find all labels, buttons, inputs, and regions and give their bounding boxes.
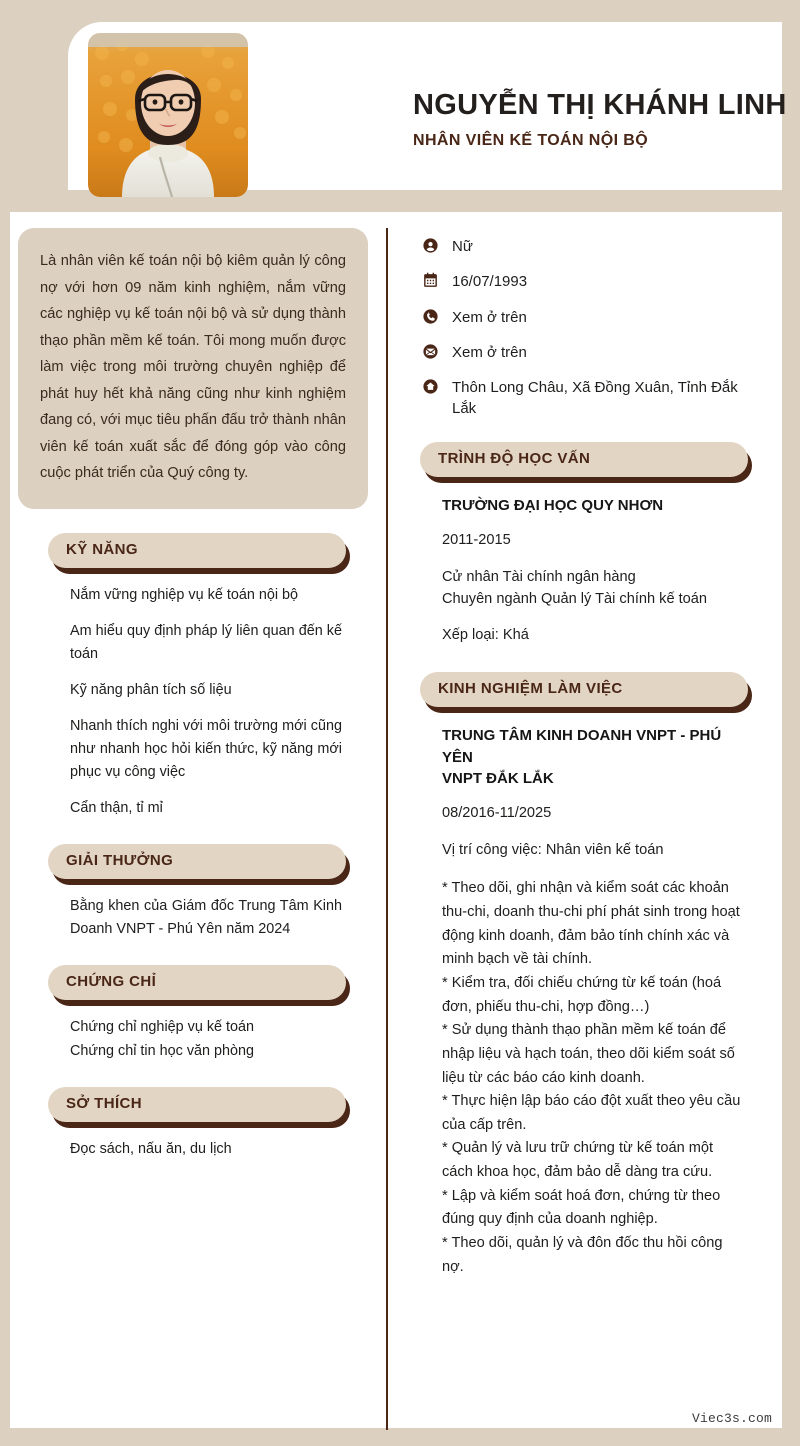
list-item: Cẩn thận, tỉ mỉ (70, 800, 163, 817)
hobbies-list (48, 1122, 346, 1161)
calendar-icon (422, 271, 448, 289)
section-title-awards: GIẢI THƯỞNG (66, 852, 174, 870)
frame-left-lower-band (0, 212, 10, 1446)
section-title-hobbies: SỞ THÍCH (66, 1095, 142, 1113)
experience-company-line1: TRUNG TÂM KINH DOANH VNPT - PHÚ YÊN (442, 727, 722, 766)
avatar (88, 33, 248, 197)
frame-left-strip (0, 0, 30, 212)
section-title-education: TRÌNH ĐỘ HỌC VẤN (438, 449, 591, 467)
list-item: Nhanh thích nghi với môi trường mới cũng như nhanh học hỏi kiến thức, kỹ năng mới phục vụ công việc (70, 718, 342, 781)
profile-summary: Là nhân viên kế toán nội bộ kiêm quản lý công nợ với hơn 09 năm kinh nghiệm, nắm vững các nghiệp vụ kế toán nội bộ và sử dụng thành thạo phần mềm kế toán. Tôi mong muốn được làm việc trong môi trường chuyên nghiệp để phát huy hết khả năng cũng như kinh nghiệm đang có, với mục tiêu phấn đấu trở thành nhân viên kế toán xuất sắc để đóng góp vào công cuộc phát triển của Quý công ty. (18, 228, 368, 509)
section-title-certificates: CHỨNG CHỈ (66, 973, 157, 991)
section-header-skills (48, 533, 346, 568)
frame-bottom-band (0, 1428, 800, 1446)
section-header-hobbies (48, 1087, 346, 1122)
list-item: Chứng chỉ tin học văn phòng (70, 1042, 255, 1059)
frame-right-band (782, 0, 800, 1446)
list-item: Kỹ năng phân tích số liệu (70, 682, 232, 699)
contact-row-birthdate (422, 271, 766, 292)
contact-row-email (422, 342, 766, 363)
experience-period: 08/2016-11/2025 (442, 805, 552, 822)
contact-row-gender (422, 236, 766, 257)
home-icon (422, 377, 448, 395)
list-item: * Theo dõi, ghi nhận và kiểm soát các khoản thu-chi, doanh thu-chi phí phát sinh trong hoạt động kinh doanh, đảm bảo tính chính xác và minh bạch về tài chính. (442, 880, 740, 968)
list-item: * Quản lý và lưu trữ chứng từ kế toán một cách khoa học, đảm bảo dễ dàng tra cứu. (442, 1140, 714, 1181)
section-header-certificates (48, 965, 346, 1000)
watermark: Viec3s.com (691, 1411, 772, 1426)
list-item: Nắm vững nghiệp vụ kế toán nội bộ (70, 586, 299, 603)
section-hobbies (48, 1087, 346, 1122)
contact-row-address (422, 377, 766, 420)
right-column (406, 232, 766, 1279)
list-item: * Kiểm tra, đối chiếu chứng từ kế toán (hoá đơn, phiếu thu-chi, hợp đồng…) (442, 975, 722, 1015)
section-skills (48, 533, 346, 568)
contact-list (406, 232, 766, 420)
section-awards (48, 844, 346, 879)
education-degree-line2: Chuyên ngành Quản lý Tài chính kế toán (442, 591, 708, 608)
section-header-education (420, 442, 748, 477)
list-item: * Theo dõi, quản lý và đôn đốc thu hồi công nợ. (442, 1235, 723, 1275)
header-text-block (413, 90, 800, 150)
experience-company-line2: VNPT ĐẮK LẮK (442, 770, 554, 788)
contact-value: Xem ở trên (452, 308, 527, 326)
list-item: Bằng khen của Giám đốc Trung Tâm Kinh Doanh VNPT - Phú Yên năm 2024 (70, 898, 342, 938)
section-certificates (48, 965, 346, 1000)
certificates-list (48, 1000, 346, 1063)
education-school: TRƯỜNG ĐẠI HỌC QUY NHƠN (442, 496, 664, 514)
phone-icon (422, 307, 448, 325)
section-header-awards (48, 844, 346, 879)
contact-row-phone (422, 307, 766, 328)
contact-value: 16/07/1993 (452, 273, 528, 291)
person-icon (422, 236, 448, 254)
job-title: NHÂN VIÊN KẾ TOÁN NỘI BỘ (413, 132, 649, 150)
education-period: 2011-2015 (442, 532, 511, 549)
list-item: Chứng chỉ nghiệp vụ kế toán (70, 1019, 255, 1036)
contact-value: Thôn Long Châu, Xã Đồng Xuân, Tỉnh Đắk Lắk (452, 379, 738, 418)
section-title-experience: KINH NGHIỆM LÀM VIỆC (438, 680, 623, 698)
list-item: * Lập và kiểm soát hoá đơn, chứng từ theo đúng quy định của doanh nghiệp. (442, 1187, 721, 1228)
education-grade: Xếp loại: Khá (442, 627, 529, 644)
awards-list (48, 879, 346, 941)
list-item: Am hiểu quy định pháp lý liên quan đến kế toán (70, 622, 342, 663)
section-header-experience (420, 672, 748, 707)
page-title: NGUYỄN THỊ KHÁNH LINH (413, 89, 787, 121)
left-column (10, 228, 386, 1161)
envelope-icon (422, 342, 448, 360)
list-item: * Thực hiện lập báo cáo đột xuất theo yêu cầu của cấp trên. (442, 1093, 741, 1133)
list-item: Đọc sách, nấu ăn, du lịch (70, 1141, 232, 1158)
education-body (420, 477, 748, 647)
experience-duties (442, 877, 742, 1279)
experience-position: Vị trí công việc: Nhân viên kế toán (442, 842, 664, 859)
section-title-skills: KỸ NĂNG (66, 540, 138, 558)
contact-value: Xem ở trên (452, 343, 527, 361)
experience-body (420, 707, 748, 1279)
list-item: * Sử dụng thành thạo phần mềm kế toán để nhập liệu và hạch toán, theo dõi kiểm soát số liệu từ các báo cáo kinh doanh. (442, 1022, 735, 1086)
skills-list (48, 568, 346, 820)
contact-value: Nữ (452, 238, 473, 255)
section-experience (420, 672, 748, 1279)
section-education (420, 442, 748, 647)
column-divider (386, 228, 388, 1430)
education-degree-line1: Cử nhân Tài chính ngân hàng (442, 568, 636, 585)
